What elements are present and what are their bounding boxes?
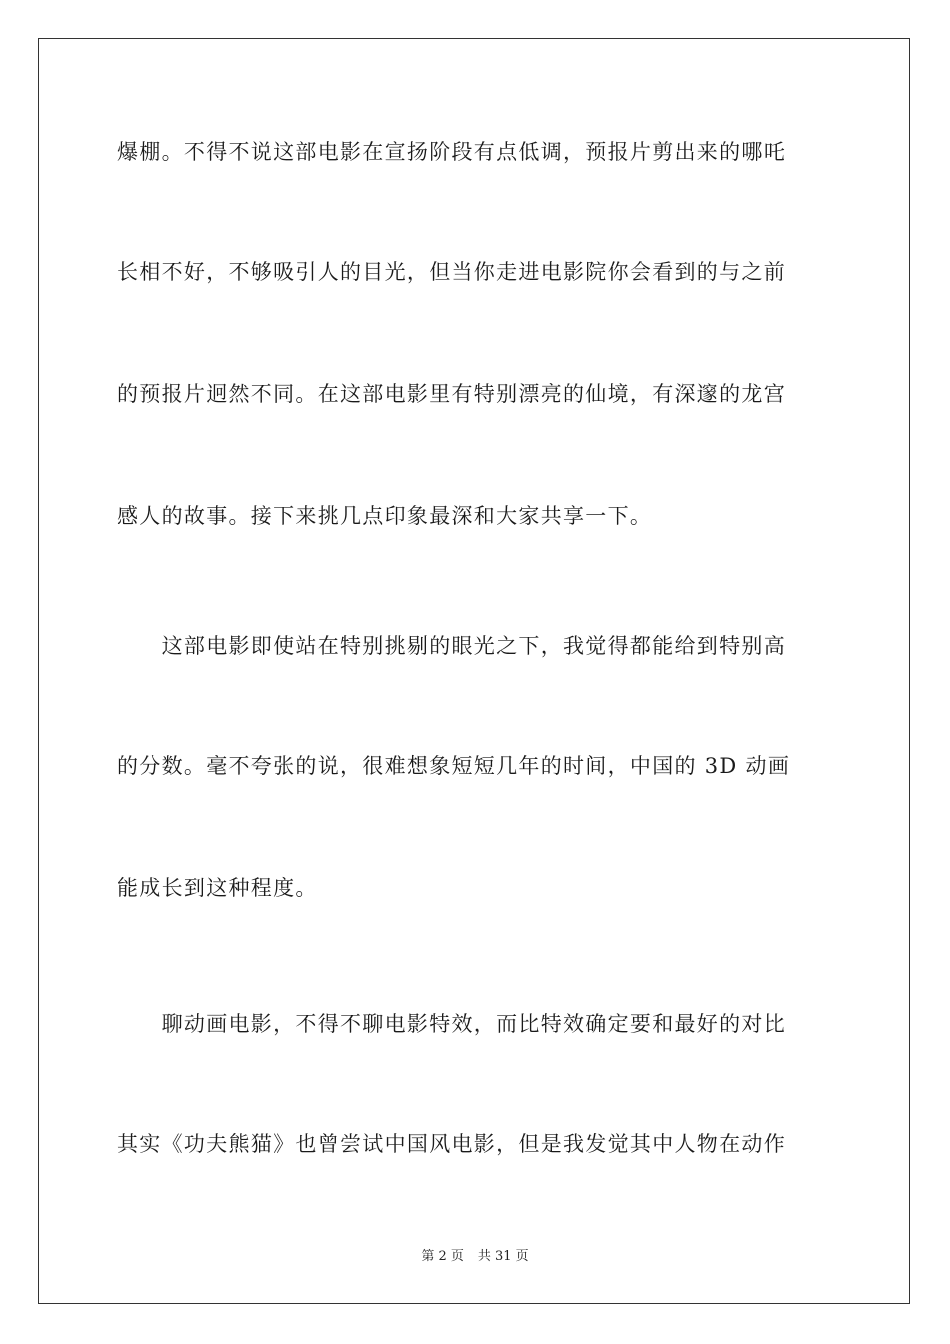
page-border	[38, 38, 910, 1304]
text-line: 聊动画电影，不得不聊电影特效，而比特效确定要和最好的对比	[117, 1012, 786, 1036]
text-line: 爆棚。不得不说这部电影在宣扬阶段有点低调，预报片剪出来的哪吒	[117, 140, 786, 164]
text-line: 这部电影即使站在特别挑剔的眼光之下，我觉得都能给到特别高	[117, 634, 786, 658]
text-line: 的预报片迥然不同。在这部电影里有特别漂亮的仙境，有深邃的龙宫	[117, 382, 786, 406]
page-footer	[0, 1248, 950, 1266]
text-line: 能成长到这种程度。	[117, 876, 318, 900]
text-line: 感人的故事。接下来挑几点印象最深和大家共享一下。	[117, 504, 653, 528]
text-line: 长相不好，不够吸引人的目光，但当你走进电影院你会看到的与之前	[117, 260, 786, 284]
page-number: 第 2 页	[421, 1249, 464, 1264]
text-line: 其实《功夫熊猫》也曾尝试中国风电影，但是我发觉其中人物在动作	[117, 1132, 786, 1156]
text-line: 的分数。毫不夸张的说，很难想象短短几年的时间，中国的 3D 动画	[117, 754, 791, 778]
page-total: 共 31 页	[477, 1249, 529, 1264]
